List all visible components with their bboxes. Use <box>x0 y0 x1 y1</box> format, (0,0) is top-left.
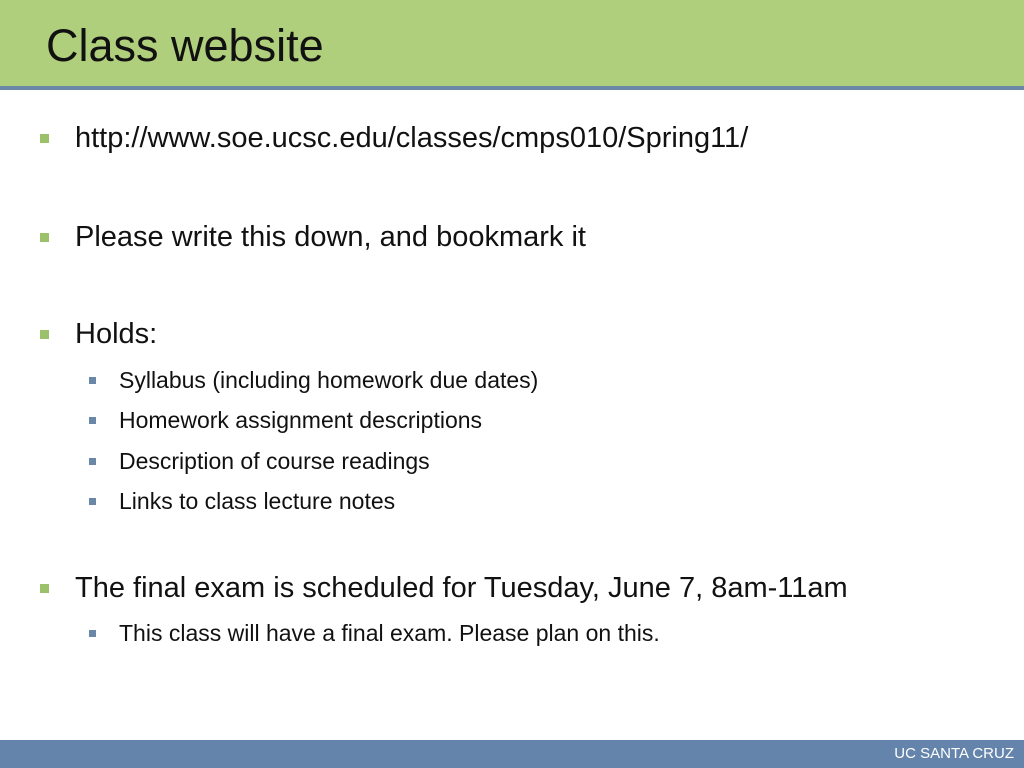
square-bullet-icon <box>40 233 49 242</box>
sub-bullet-text: Description of course readings <box>119 448 430 474</box>
square-bullet-icon <box>40 330 49 339</box>
sub-bullet-text: Syllabus (including homework due dates) <box>119 367 539 393</box>
square-bullet-icon <box>40 584 49 593</box>
bullet-text: Please write this down, and bookmark it <box>75 221 586 253</box>
bullet-text: http://www.soe.ucsc.edu/classes/cmps010/Spring11/ <box>75 122 749 154</box>
bullet-holds <box>75 317 157 351</box>
square-sub-bullet-icon <box>89 417 96 424</box>
slide-title: Class website <box>46 20 324 71</box>
square-sub-bullet-icon <box>89 630 96 637</box>
footer-bar <box>0 740 1024 768</box>
sub-bullet-text: Links to class lecture notes <box>119 488 396 514</box>
sub-bullet-final-exam-note <box>119 619 660 647</box>
sub-bullet-lecture-notes <box>119 487 395 515</box>
square-sub-bullet-icon <box>89 377 96 384</box>
sub-bullet-homework <box>119 406 482 434</box>
sub-bullet-text: This class will have a final exam. Please plan on this. <box>119 620 660 646</box>
sub-bullet-text: Homework assignment descriptions <box>119 407 483 433</box>
bullet-final-exam <box>75 571 848 605</box>
square-sub-bullet-icon <box>89 458 96 465</box>
sub-bullet-syllabus <box>119 366 538 394</box>
bullet-bookmark-note <box>75 220 586 254</box>
sub-bullet-readings <box>119 447 430 475</box>
title-divider <box>0 86 1024 90</box>
square-bullet-icon <box>40 134 49 143</box>
bullet-text: Holds: <box>75 318 158 350</box>
footer-label: UC SANTA CRUZ <box>894 745 1014 762</box>
bullet-website-url <box>75 121 748 155</box>
square-sub-bullet-icon <box>89 498 96 505</box>
bullet-text: The final exam is scheduled for Tuesday, June 7, 8am-11am <box>75 572 848 604</box>
